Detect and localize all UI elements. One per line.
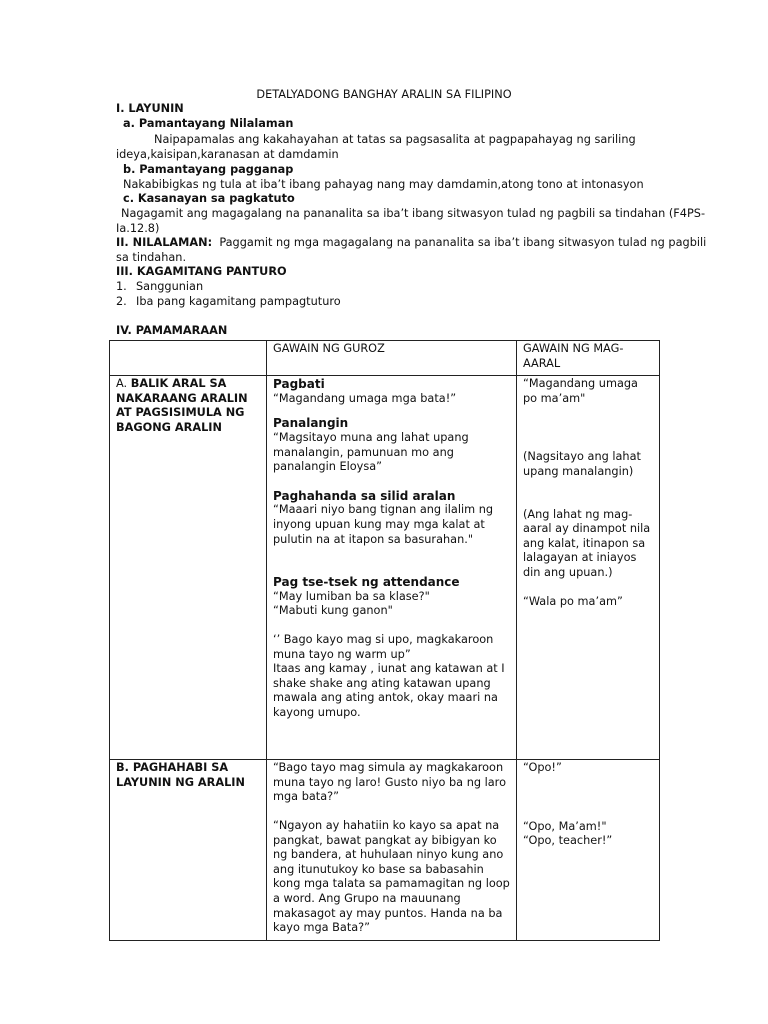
- pagbati-heading: Pagbati: [273, 377, 325, 392]
- kasanayan-line1: Nagagamit ang magagalang na pananalita sa iba’t ibang sitwasyon tulad ng pagbili sa tindahan (F4PS-: [121, 207, 706, 220]
- student-response-1: “Opo!”: [523, 761, 562, 775]
- pagbati-text: “Magandang umaga mga bata!”: [273, 391, 457, 405]
- table-row: [110, 760, 660, 941]
- panalangin-text: “Magsitayo muna ang lahat upang manalangin, pamunuan mo ang panalangin Eloysa”: [273, 430, 469, 474]
- pamantayang-pagganap-heading: b. Pamantayang pagganap: [123, 163, 294, 176]
- pamantayang-pagganap-line1: Nakabibigkas ng tula at iba’t ibang pahayag nang may damdamin,atong tono at intonasyon: [123, 178, 644, 191]
- table-header-row: [110, 341, 660, 376]
- kasanayan-heading: c. Kasanayan sa pagkatuto: [123, 192, 295, 205]
- warmup-text-2: Itaas ang kamay , iunat ang katawan at I shake shake ang ating katawan upang mawala ang ating antok, okay maari na kayong umupo.: [273, 662, 505, 719]
- teacher-cell: [267, 760, 517, 941]
- row-label-balik-aral: [110, 376, 267, 760]
- section-layunin-heading: I. LAYUNIN: [116, 102, 184, 115]
- attendance-heading: Pag tse-tsek ng attendance: [273, 575, 460, 590]
- row-label-text: BALIK ARAL SA NAKARAANG ARALIN AT PAGSISIMULA NG BAGONG ARALIN: [116, 377, 248, 434]
- section-nilalaman: [116, 236, 706, 251]
- panalangin-heading: Panalangin: [273, 416, 349, 431]
- section-nilalaman-line2: sa tindahan.: [116, 251, 187, 264]
- paghahanda-heading: Paghahanda sa silid aralan: [273, 488, 456, 503]
- student-response-3: “Opo, teacher!”: [523, 834, 613, 848]
- section-nilalaman-line1: Paggamit ng mga magagalang na pananalita sa iba’t ibang sitwasyon tulad ng pagbili: [219, 236, 707, 249]
- teacher-text-1: “Bago tayo mag simula ay magkakaroon muna tayo ng laro! Gusto niyo ba ng laro mga bata?”: [273, 761, 506, 804]
- list-item: [116, 295, 341, 310]
- student-cell: [517, 760, 660, 941]
- list-number: 2.: [116, 294, 127, 308]
- kasanayan-line2: Ia.12.8): [116, 222, 160, 235]
- student-cell: [517, 376, 660, 760]
- attendance-text-2: “Mabuti kung ganon": [273, 604, 393, 618]
- header-cell-empty: [110, 341, 267, 376]
- student-response-3: (Ang lahat ng mag-aaral ay dinampot nila ang kalat, itinapon sa lalagayan at iniayos din ang upuan.): [523, 507, 651, 579]
- list-number: 1.: [116, 280, 127, 293]
- student-response-1: “Magandang umaga po ma’am": [523, 377, 638, 405]
- paghahanda-text: “Maaari niyo bang tignan ang ilalim ng inyong upuan kung may mga kalat at pulutin na at itapon sa basurahan.": [273, 503, 494, 546]
- pamantayang-nilalaman-line1: Naipapamalas ang kakahayahan at tatas sa pagsasalita at pagpapahayag ng sariling: [154, 133, 636, 146]
- section-kagamitan-heading: III. KAGAMITANG PANTURO: [116, 265, 287, 278]
- table-row: [110, 376, 660, 760]
- header-cell-mag-aaral: GAWAIN NG MAG-AARAL: [517, 341, 660, 376]
- attendance-text-1: “May lumiban ba sa klase?": [273, 589, 430, 603]
- row-label-prefix: A.: [116, 377, 128, 391]
- list-item: [116, 280, 341, 295]
- list-text: Sanggunian: [136, 280, 204, 293]
- teacher-cell: [267, 376, 517, 760]
- pamantayang-nilalaman-heading: a. Pamantayang Nilalaman: [123, 117, 294, 130]
- warmup-text: ‘’ Bago kayo mag si upo, magkakaroon muna tayo ng warm up”: [273, 632, 494, 661]
- document-title: DETALYADONG BANGHAY ARALIN SA FILIPINO: [256, 88, 512, 101]
- section-pamamaraan-heading: IV. PAMAMARAAN: [116, 324, 228, 337]
- row-label-paghahabi: [110, 760, 267, 941]
- header-cell-guro: GAWAIN NG GUROZ: [267, 341, 517, 376]
- list-text: Iba pang kagamitang pampagtuturo: [136, 294, 341, 308]
- row-label-text: B. PAGHAHABI SA LAYUNIN NG ARALIN: [116, 761, 245, 789]
- student-response-2: (Nagsitayo ang lahat upang manalangin): [523, 450, 641, 478]
- kagamitan-list: [116, 280, 341, 309]
- section-nilalaman-heading: II. NILALAMAN:: [116, 236, 213, 249]
- pamantayang-nilalaman-line2: ideya,kaisipan,karanasan at damdamin: [116, 148, 339, 161]
- teacher-text-2: “Ngayon ay hahatiin ko kayo sa apat na pangkat, bawat pangkat ay bibigyan ko ng bandera, at huhulaan ninyo kung ano ang itunutukoy ko base sa babasahin kong mga talata sa pamamagitan ng loop a word. Ang Grupo na mauunang makasagot ay may puntos. Handa na ba kayo mga Bata?”: [273, 818, 510, 935]
- student-response-4: “Wala po ma’am”: [523, 594, 623, 608]
- pamamaraan-table: [109, 340, 660, 941]
- student-response-2: “Opo, Ma’am!": [523, 819, 607, 833]
